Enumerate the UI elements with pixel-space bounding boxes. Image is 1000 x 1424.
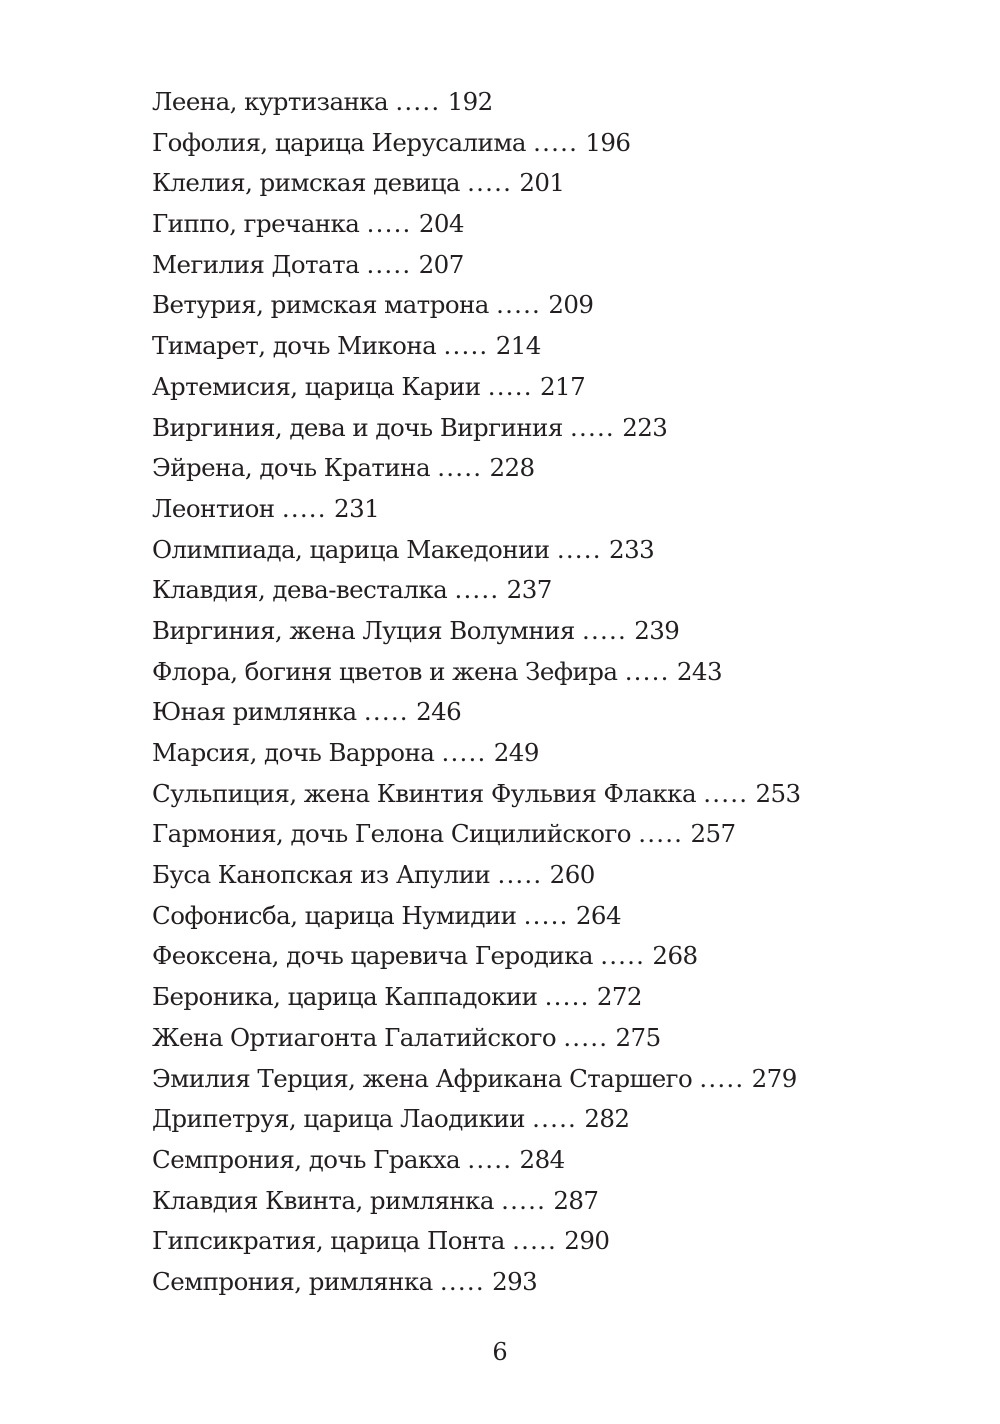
entry-title: Юная римлянка: [152, 697, 357, 727]
toc-entry: [152, 733, 801, 774]
entry-title: Виргиния, жена Луция Волумния: [152, 615, 575, 645]
dot-leader: .....: [638, 819, 684, 849]
entry-title: Мегилия Дотата: [152, 249, 360, 279]
entry-page: 217: [540, 371, 586, 401]
toc-entry: [152, 692, 801, 733]
dot-leader: .....: [563, 1022, 609, 1052]
toc-entry: [152, 1140, 801, 1181]
toc-entry: [152, 163, 801, 204]
entry-page: 214: [495, 331, 541, 361]
entry-page: 257: [690, 819, 736, 849]
entry-page: 272: [596, 982, 642, 1012]
toc-entry: [152, 1059, 801, 1100]
entry-page: 231: [334, 493, 380, 523]
dot-leader: .....: [533, 127, 579, 157]
toc-entry: [152, 855, 801, 896]
toc-entry: [152, 204, 801, 245]
entry-title: Дрипетруя, царица Лаодикии: [152, 1104, 525, 1134]
toc-entry: [152, 570, 801, 611]
toc-entry: [152, 1181, 801, 1222]
entry-title: Буса Канопская из Апулии: [152, 860, 491, 890]
entry-title: Леена, куртизанка: [152, 87, 389, 116]
toc-entry: [152, 367, 801, 408]
entry-page: 264: [575, 900, 621, 930]
entry-title: Ветурия, римская матрона: [152, 290, 489, 320]
entry-title: Семпрония, римлянка: [152, 1266, 433, 1296]
entry-page: 284: [519, 1144, 565, 1174]
entry-title: Бероника, царица Каппадокии: [152, 982, 538, 1012]
entry-page: 237: [506, 575, 552, 605]
toc-entry: [152, 774, 801, 815]
entry-title: Эмилия Терция, жена Африкана Старшего: [152, 1063, 693, 1093]
entry-title: Гармония, дочь Гелона Сицилийского: [152, 819, 631, 849]
entry-title: Гофолия, царица Иерусалима: [152, 127, 526, 157]
toc-entry: [152, 326, 801, 367]
dot-leader: .....: [441, 738, 487, 767]
entry-page: 260: [549, 860, 595, 890]
dot-leader: .....: [582, 615, 627, 645]
toc-entry: [152, 652, 801, 693]
entry-title: Виргиния, дева и дочь Виргиния: [152, 412, 563, 442]
dot-leader: .....: [395, 87, 441, 116]
toc-entry: [152, 936, 801, 977]
dot-leader: .....: [569, 412, 615, 442]
entry-page: 282: [584, 1104, 630, 1134]
entry-page: 279: [751, 1063, 797, 1093]
dot-leader: .....: [439, 1266, 485, 1296]
entry-title: Марсия, дочь Варрона: [152, 738, 435, 767]
entry-title: Семпрония, дочь Гракха: [152, 1144, 461, 1174]
dot-leader: .....: [467, 168, 513, 198]
entry-page: 249: [493, 738, 539, 767]
entry-title: Жена Ортиагонта Галатийского: [152, 1022, 557, 1052]
entry-page: 246: [416, 697, 462, 727]
toc-entry: [152, 814, 801, 855]
entry-page: 196: [585, 127, 631, 157]
entry-title: Флора, богиня цветов и жена Зефира: [152, 656, 618, 686]
toc-entry: [152, 530, 801, 571]
dot-leader: .....: [454, 575, 500, 605]
entry-title: Клавдия Квинта, римлянка: [152, 1185, 494, 1215]
dot-leader: .....: [699, 1063, 745, 1093]
dot-leader: .....: [487, 371, 533, 401]
dot-leader: .....: [281, 493, 327, 523]
toc-entry: [152, 611, 801, 652]
entry-title: Сульпиция, жена Квинтия Фульвия Флакка: [152, 778, 697, 808]
entry-page: 239: [634, 615, 680, 645]
entry-page: 192: [447, 87, 493, 116]
toc-entry: [152, 489, 801, 530]
entry-title: Олимпиада, царица Македонии: [152, 534, 550, 564]
entry-title: Гипсикратия, царица Понта: [152, 1226, 505, 1256]
entry-title: Софонисба, царица Нумидии: [152, 900, 517, 930]
entry-title: Гиппо, гречанка: [152, 209, 360, 239]
toc-entry: [152, 285, 801, 326]
toc-entry: [152, 408, 801, 449]
toc-entry: [152, 1221, 801, 1262]
toc-entry: [152, 1262, 801, 1303]
dot-leader: .....: [437, 453, 483, 483]
dot-leader: .....: [501, 1185, 547, 1215]
dot-leader: .....: [363, 697, 409, 727]
entry-title: Леонтион: [152, 493, 275, 523]
entry-title: Клелия, римская девица: [152, 168, 460, 198]
dot-leader: .....: [523, 900, 569, 930]
dot-leader: .....: [624, 656, 670, 686]
entry-page: 209: [548, 290, 594, 320]
entry-page: 243: [676, 656, 723, 686]
dot-leader: .....: [443, 331, 489, 361]
dot-leader: .....: [532, 1104, 578, 1134]
toc-entry: [152, 1099, 801, 1140]
entry-title: Эйрена, дочь Кратина: [152, 453, 430, 483]
entry-page: 268: [652, 941, 698, 971]
toc-entry: [152, 123, 801, 164]
page-number: 6: [492, 1338, 508, 1366]
dot-leader: .....: [703, 778, 749, 808]
dot-leader: .....: [366, 249, 412, 279]
dot-leader: .....: [497, 860, 543, 890]
entry-page: 253: [755, 778, 801, 808]
dot-leader: .....: [600, 941, 646, 971]
toc-entry: [152, 1018, 801, 1059]
entry-title: Тимарет, дочь Микона: [152, 331, 437, 361]
dot-leader: .....: [544, 982, 590, 1012]
entry-title: Феоксена, дочь царевича Геродика: [152, 941, 593, 971]
entry-page: 228: [489, 453, 535, 483]
table-of-contents: [152, 82, 801, 1303]
entry-page: 233: [609, 534, 655, 564]
toc-entry: [152, 245, 801, 286]
entry-page: 204: [418, 209, 464, 239]
entry-page: 287: [553, 1185, 599, 1215]
dot-leader: .....: [366, 209, 412, 239]
toc-entry: [152, 448, 801, 489]
entry-page: 275: [615, 1022, 661, 1052]
entry-page: 207: [418, 249, 464, 279]
toc-entry: [152, 977, 801, 1018]
entry-page: 293: [492, 1266, 538, 1296]
toc-entry: [152, 82, 801, 123]
toc-entry: [152, 896, 801, 937]
entry-title: Артемисия, царица Карии: [152, 371, 481, 401]
entry-title: Клавдия, дева-весталка: [152, 575, 448, 605]
dot-leader: .....: [467, 1144, 513, 1174]
entry-page: 223: [622, 412, 668, 442]
dot-leader: .....: [496, 290, 542, 320]
entry-page: 290: [564, 1226, 610, 1256]
dot-leader: .....: [556, 534, 602, 564]
dot-leader: .....: [512, 1226, 558, 1256]
entry-page: 201: [519, 168, 565, 198]
